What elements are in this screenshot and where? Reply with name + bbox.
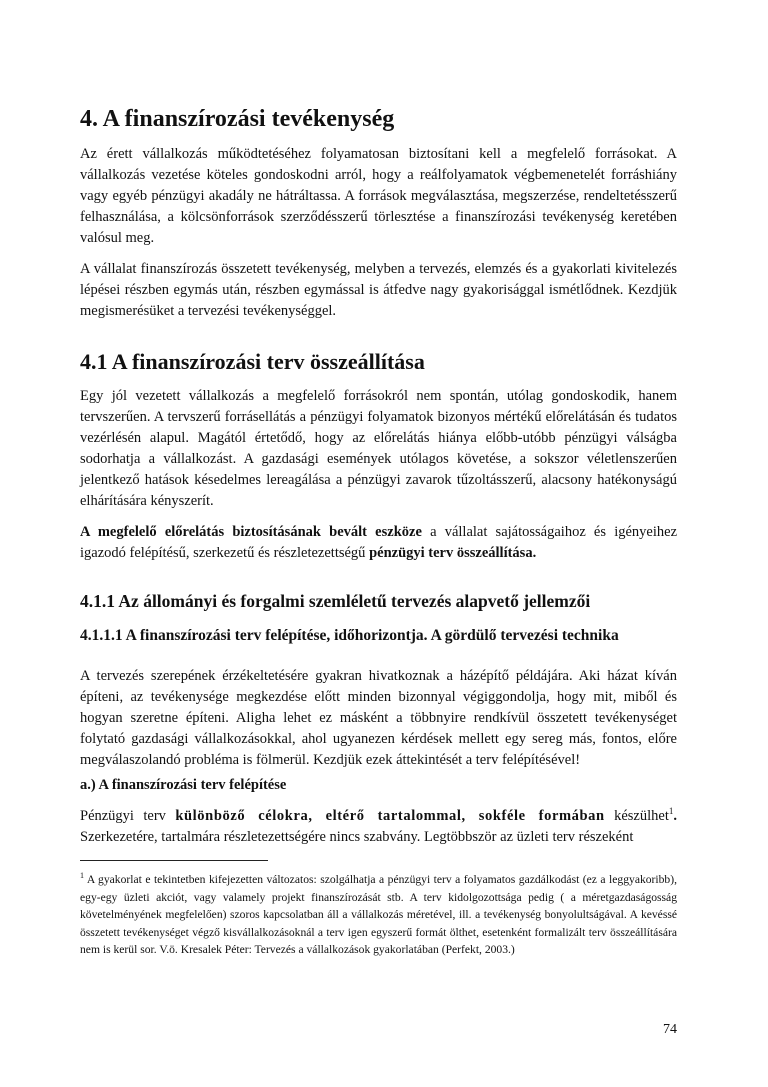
- page-number: 74: [663, 1022, 677, 1037]
- document-page: [80, 104, 677, 959]
- subsubsection-title: 4.1.1.1 A finanszírozási terv felépítése, időhorizontja. A gördülő tervezési technika: [80, 627, 619, 644]
- footnote-marker: 1: [80, 871, 84, 881]
- section-title: 4.1 A finanszírozási terv összeállítása: [80, 349, 425, 374]
- subsection-title: 4.1.1 Az állományi és forgalmi szemléletű tervezés alapvető jellemzői: [80, 591, 591, 611]
- chapter-title: 4. A finanszírozási tevékenység: [80, 106, 395, 132]
- text-run: a vállalat sajátosságaihoz és igényeihez igazodó felépítésű, szerkezetű és részletezettségű: [80, 524, 677, 561]
- text-run: .: [673, 808, 677, 824]
- text-run: Pénzügyi terv: [80, 808, 176, 824]
- footnote-reference[interactable]: 1: [668, 806, 674, 817]
- bold-phrase: különböző célokra, eltérő tartalommal, sokféle formában: [175, 808, 605, 824]
- section-paragraph-2: [80, 522, 677, 564]
- footnote-text: A gyakorlat e tekintetben kifejezetten változatos: szolgálhatja a pénzügyi terv a folyamatos gazdálkodást (ez a leggyakoribb), egy-egy üzleti akciót, vagy valamely projekt finanszírozását stb. A terv kidolgozottsága pedig ( a méretgazdaságosság követelményének megfelelően) szoros kapcsolatban áll a vállalkozás méretével, ill. a tevékenység bonyolultságával. A kevéssé összetett tevékenységet végző kisvállalkozásoknál a terv igen egyszerű formát ölthet, esetenként formalizált terv összeállítására nem is kerül sor. V.ö. Kresalek Péter: Tervezés a vállalkozások gyakorlatában (Perfekt, 2003.): [80, 873, 677, 956]
- subsubsection-paragraph-1: A tervezés szerepének érzékeltetésére gyakran hivatkoznak a házépítő példájára. Aki házat kíván építeni, az tevékenysége megkezdése előtt minden bizonnyal végiggondolja, hogy mit, miből és hogyan szeretne építeni. Aligha lehet ez másként a többnyire rendkívül összetett tevékenységet folytató gazdasági vállalkozásokkal, ahol ugyanezen kérdések mellett egy sereg más, fontos, előre megválaszolandó probléma is fölmerül. Kezdjük ezek áttekintését a terv felépítésével!: [80, 668, 677, 768]
- text-run: Szerkezetére, tartalmára részletezettségére nincs szabvány. Legtöbbször az üzleti terv részeként: [80, 829, 634, 845]
- chapter-paragraph-2: A vállalat finanszírozás összetett tevékenység, melyben a tervezés, elemzés és a gyakorlati kivitelezés lépései részben egymás után, részben egymással is átfedve nagy gyakorisággal ismétlődnek. Kezdjük megismerésüket a tervezési tevékenységgel.: [80, 261, 677, 319]
- subheading-a: a.) A finanszírozási terv felépítése: [80, 777, 287, 793]
- bold-phrase: pénzügyi terv összeállítása.: [369, 545, 537, 561]
- chapter-paragraph-1: Az érett vállalkozás működtetéséhez folyamatosan biztosítani kell a megfelelő forrásokat. A vállalkozás vezetése köteles gondoskodni arról, hogy a reálfolyamatok végbemenetelét forráshiány vagy egyéb pénzügyi akadály ne hátráltassa. A források megválasztása, megszerzése, rendeltetésszerű felhasználása, a kölcsönforrások szerződésszerű törlesztése a finanszírozási tevékenység keretében valósul meg.: [80, 146, 677, 246]
- footnote: [80, 871, 677, 959]
- subsubsection-paragraph-2: [80, 806, 677, 848]
- text-run: készülhet: [604, 808, 669, 824]
- footnote-separator: [80, 860, 268, 861]
- bold-phrase: A megfelelő előrelátás biztosításának bevált eszköze: [80, 524, 422, 540]
- section-paragraph-1: Egy jól vezetett vállalkozás a megfelelő forrásokról nem spontán, utólag gondoskodik, hanem tervszerűen. A tervszerű forrásellátás a pénzügyi folyamatok bizonyos mértékű előrelátásán és tudatos vezérlésén alapul. Magától értetődő, hogy az előrelátás hiánya előbb-utóbb pénzügyi válságba sodorhatja a vállalkozást. A gazdasági események utólagos követése, a sokszor véletlenszerűen jelentkező hatások késedelmes lereagálása a pénzügyi zavarok tűzoltásszerű, alacsony hatékonyságú elhárítására kényszerít.: [80, 388, 677, 509]
